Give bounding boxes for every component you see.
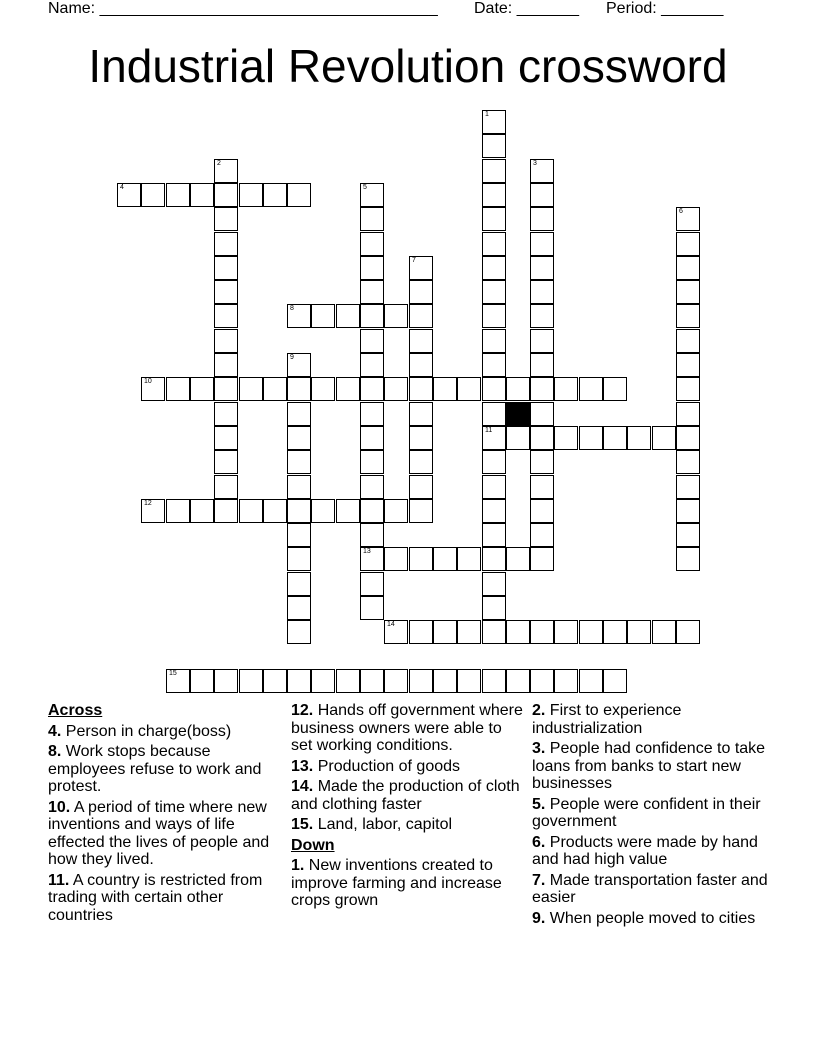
grid-cell[interactable] (190, 669, 214, 693)
down-clue: 7. Made transportation faster and easier (532, 871, 768, 906)
grid-cell[interactable] (239, 183, 263, 207)
grid-cell[interactable] (530, 353, 554, 377)
grid-cell[interactable] (287, 523, 311, 547)
grid-cell[interactable] (287, 499, 311, 523)
across-clue: 10. A period of time where new inventions and ways of life effected the lives of people and how they lived. (48, 798, 270, 868)
grid-cell[interactable] (676, 475, 700, 499)
grid-cell[interactable] (457, 669, 481, 693)
grid-cell[interactable] (530, 523, 554, 547)
grid-cell[interactable] (433, 547, 457, 571)
grid-cell[interactable] (482, 159, 506, 183)
grid-cell[interactable] (579, 426, 603, 450)
grid-cell[interactable] (676, 402, 700, 426)
grid-cell[interactable] (530, 183, 554, 207)
grid-cell[interactable] (482, 256, 506, 280)
grid-cell[interactable] (287, 402, 311, 426)
grid-cell[interactable] (360, 329, 384, 353)
grid-cell[interactable] (287, 304, 311, 328)
clue-column-1 (48, 702, 284, 927)
grid-cell[interactable] (530, 402, 554, 426)
grid-cell[interactable] (482, 547, 506, 571)
grid-cell[interactable] (190, 183, 214, 207)
grid-cell[interactable] (239, 499, 263, 523)
grid-cell[interactable] (482, 377, 506, 401)
grid-cell[interactable] (676, 499, 700, 523)
grid-cell[interactable] (239, 669, 263, 693)
clue-number: 12 (144, 500, 152, 507)
grid-cell[interactable] (530, 450, 554, 474)
grid-cell[interactable] (360, 475, 384, 499)
grid-cell[interactable] (554, 669, 578, 693)
grid-cell[interactable] (384, 669, 408, 693)
grid-cell[interactable] (409, 402, 433, 426)
grid-cell[interactable] (360, 499, 384, 523)
across-clue: 11. A country is restricted from trading with certain other countries (48, 871, 263, 924)
clue-number: 2 (217, 160, 221, 167)
grid-cell[interactable] (676, 353, 700, 377)
grid-cell[interactable] (506, 547, 530, 571)
grid-cell[interactable] (409, 304, 433, 328)
grid-cell[interactable] (214, 450, 238, 474)
grid-cell[interactable] (530, 475, 554, 499)
grid-cell[interactable] (336, 669, 360, 693)
grid-cell[interactable] (336, 304, 360, 328)
grid-cell[interactable] (506, 669, 530, 693)
grid-cell[interactable] (287, 620, 311, 644)
grid-cell[interactable] (360, 256, 384, 280)
grid-cell[interactable] (360, 523, 384, 547)
grid-cell[interactable] (166, 183, 190, 207)
grid-cell[interactable] (482, 572, 506, 596)
grid-cell[interactable] (603, 377, 627, 401)
grid-cell[interactable] (530, 499, 554, 523)
grid-cell[interactable] (360, 547, 384, 571)
grid-cell[interactable] (360, 207, 384, 231)
grid-cell[interactable] (457, 377, 481, 401)
grid-cell[interactable] (530, 280, 554, 304)
grid-cell[interactable] (141, 377, 165, 401)
grid-cell[interactable] (360, 596, 384, 620)
grid-cell[interactable] (311, 499, 335, 523)
grid-cell[interactable] (652, 426, 676, 450)
grid-cell[interactable] (409, 475, 433, 499)
across-clue: 14. Made the production of cloth and clothing faster (291, 778, 520, 813)
grid-cell[interactable] (530, 329, 554, 353)
grid-cell[interactable] (166, 377, 190, 401)
grid-cell[interactable] (214, 159, 238, 183)
grid-cell[interactable] (603, 669, 627, 693)
grid-cell[interactable] (311, 669, 335, 693)
grid-cell[interactable] (530, 377, 554, 401)
grid-cell[interactable] (287, 547, 311, 571)
grid-cell[interactable] (482, 353, 506, 377)
grid-cell[interactable] (676, 426, 700, 450)
grid-cell[interactable] (530, 620, 554, 644)
clue-number: 14 (387, 621, 395, 628)
grid-cell[interactable] (214, 499, 238, 523)
clue-number: 13 (363, 548, 371, 555)
across-clue: 4. Person in charge(boss) (48, 722, 232, 740)
grid-cell[interactable] (287, 377, 311, 401)
grid-cell[interactable] (214, 669, 238, 693)
grid-cell[interactable] (287, 353, 311, 377)
grid-cell[interactable] (384, 377, 408, 401)
grid-cell[interactable] (652, 620, 676, 644)
grid-cell[interactable] (554, 426, 578, 450)
grid-cell[interactable] (482, 134, 506, 158)
grid-cell[interactable] (603, 620, 627, 644)
grid-cell[interactable] (360, 402, 384, 426)
grid-cell[interactable] (360, 377, 384, 401)
grid-cell[interactable] (384, 620, 408, 644)
grid-cell[interactable] (627, 426, 651, 450)
grid-cell[interactable] (482, 426, 506, 450)
grid-cell[interactable] (360, 426, 384, 450)
grid-cell[interactable] (360, 183, 384, 207)
across-clue: 15. Land, labor, capitol (291, 816, 453, 833)
grid-cell[interactable] (433, 669, 457, 693)
grid-cell[interactable] (141, 499, 165, 523)
grid-cell[interactable] (482, 475, 506, 499)
grid-cell[interactable] (676, 232, 700, 256)
grid-cell[interactable] (482, 523, 506, 547)
grid-cell[interactable] (214, 256, 238, 280)
grid-cell[interactable] (263, 377, 287, 401)
clue-number: 11 (485, 427, 493, 434)
clue-number: 15 (169, 670, 177, 677)
grid-cell[interactable] (117, 183, 141, 207)
across-clue: 13. Production of goods (291, 757, 461, 775)
grid-cell[interactable] (360, 304, 384, 328)
clue-number: 10 (144, 378, 152, 385)
grid-cell[interactable] (676, 329, 700, 353)
grid-cell[interactable] (287, 475, 311, 499)
grid-cell[interactable] (360, 280, 384, 304)
down-clue: 2. First to experience industrialization (532, 702, 682, 737)
grid-cell[interactable] (214, 402, 238, 426)
grid-cell[interactable] (482, 596, 506, 620)
grid-cell[interactable] (384, 547, 408, 571)
grid-cell[interactable] (336, 499, 360, 523)
grid-cell[interactable] (287, 596, 311, 620)
across-clue: 12. Hands off government where business owners were able to set working conditions. (291, 702, 523, 754)
down-clue: 9. When people moved to cities (532, 909, 756, 927)
grid-cell[interactable] (409, 450, 433, 474)
clue-number: 8 (290, 305, 294, 312)
down-clue: 5. People were confident in their government (532, 795, 761, 830)
grid-cell[interactable] (579, 620, 603, 644)
grid-cell[interactable] (409, 499, 433, 523)
grid-cell[interactable] (433, 620, 457, 644)
grid-cell[interactable] (214, 377, 238, 401)
grid-cell[interactable] (554, 377, 578, 401)
down-clue: 3. People had confidence to take loans from banks to start new businesses (532, 740, 766, 792)
date-field: Date: _______ (474, 0, 579, 17)
clue-number: 6 (679, 208, 683, 215)
grid-cell[interactable] (166, 499, 190, 523)
grid-cell[interactable] (214, 232, 238, 256)
clue-number: 7 (412, 257, 416, 264)
grid-cell[interactable] (287, 426, 311, 450)
grid-cell[interactable] (214, 207, 238, 231)
grid-cell[interactable] (287, 183, 311, 207)
down-clue: 1. New inventions created to improve farming and increase crops grown (291, 857, 502, 909)
grid-cell[interactable] (482, 402, 506, 426)
grid-cell[interactable] (409, 256, 433, 280)
grid-cell[interactable] (530, 232, 554, 256)
clue-column-2 (291, 702, 527, 913)
grid-cell[interactable] (530, 547, 554, 571)
grid-cell[interactable] (676, 256, 700, 280)
grid-cell[interactable] (214, 426, 238, 450)
grid-cell[interactable] (530, 159, 554, 183)
grid-cell[interactable] (166, 669, 190, 693)
grid-cell[interactable] (676, 377, 700, 401)
grid-cell[interactable] (482, 304, 506, 328)
grid-cell[interactable] (287, 572, 311, 596)
grid-cell[interactable] (360, 572, 384, 596)
grid-cell[interactable] (263, 499, 287, 523)
grid-cell[interactable] (409, 280, 433, 304)
grid-cell[interactable] (457, 547, 481, 571)
grid-cell[interactable] (482, 669, 506, 693)
grid-cell[interactable] (311, 377, 335, 401)
grid-cell[interactable] (409, 669, 433, 693)
grid-cell[interactable] (263, 669, 287, 693)
grid-cell[interactable] (263, 183, 287, 207)
grid-cell[interactable] (214, 329, 238, 353)
grid-cell[interactable] (384, 499, 408, 523)
across-clue: 8. Work stops because employees refuse to work and protest. (48, 743, 262, 795)
grid-cell[interactable] (190, 499, 214, 523)
grid-cell[interactable] (214, 280, 238, 304)
grid-cell[interactable] (409, 329, 433, 353)
down-heading: Down (291, 836, 335, 854)
grid-cell[interactable] (676, 547, 700, 571)
grid-cell[interactable] (506, 426, 530, 450)
grid-cell[interactable] (506, 620, 530, 644)
grid-cell[interactable] (360, 669, 384, 693)
grid-cell[interactable] (482, 499, 506, 523)
grid-cell[interactable] (482, 620, 506, 644)
grid-cell[interactable] (360, 232, 384, 256)
grid-cell[interactable] (530, 304, 554, 328)
grid-cell[interactable] (579, 669, 603, 693)
clue-column-3 (532, 702, 768, 930)
clue-number: 1 (485, 111, 489, 118)
grid-cell[interactable] (409, 353, 433, 377)
grid-cell[interactable] (287, 669, 311, 693)
grid-cell[interactable] (239, 377, 263, 401)
grid-cell[interactable] (214, 475, 238, 499)
grid-cell[interactable] (482, 329, 506, 353)
grid-cell[interactable] (676, 523, 700, 547)
grid-cell[interactable] (409, 547, 433, 571)
clue-number: 9 (290, 354, 294, 361)
grid-cell[interactable] (676, 280, 700, 304)
grid-cell[interactable] (506, 377, 530, 401)
grid-cell[interactable] (482, 280, 506, 304)
grid-cell[interactable] (214, 183, 238, 207)
grid-cell[interactable] (433, 377, 457, 401)
grid-cell[interactable] (287, 450, 311, 474)
grid-cell[interactable] (360, 450, 384, 474)
grid-cell[interactable] (336, 377, 360, 401)
grid-cell[interactable] (530, 426, 554, 450)
shaded-cell (506, 402, 530, 426)
grid-cell[interactable] (190, 377, 214, 401)
down-clue: 6. Products were made by hand and had high value (532, 833, 758, 868)
name-field: Name: ______________________________________ (48, 0, 438, 17)
clue-number: 4 (120, 184, 124, 191)
clue-number: 3 (533, 160, 537, 167)
grid-cell[interactable] (482, 207, 506, 231)
grid-cell[interactable] (457, 620, 481, 644)
grid-cell[interactable] (141, 183, 165, 207)
period-field: Period: _______ (606, 0, 724, 17)
grid-cell[interactable] (214, 304, 238, 328)
grid-cell[interactable] (482, 183, 506, 207)
grid-cell[interactable] (676, 207, 700, 231)
grid-cell[interactable] (409, 377, 433, 401)
grid-cell[interactable] (384, 304, 408, 328)
grid-cell[interactable] (530, 256, 554, 280)
grid-cell[interactable] (627, 620, 651, 644)
grid-cell[interactable] (360, 353, 384, 377)
grid-cell[interactable] (409, 620, 433, 644)
grid-cell[interactable] (482, 450, 506, 474)
grid-cell[interactable] (482, 110, 506, 134)
grid-cell[interactable] (579, 377, 603, 401)
grid-cell[interactable] (530, 207, 554, 231)
page-title: Industrial Revolution crossword (88, 40, 728, 92)
grid-cell[interactable] (409, 426, 433, 450)
grid-cell[interactable] (311, 304, 335, 328)
across-heading: Across (48, 702, 103, 719)
clue-number: 5 (363, 184, 367, 191)
grid-cell[interactable] (214, 353, 238, 377)
grid-cell[interactable] (530, 669, 554, 693)
grid-cell[interactable] (482, 232, 506, 256)
grid-cell[interactable] (554, 620, 578, 644)
grid-cell[interactable] (676, 450, 700, 474)
grid-cell[interactable] (676, 304, 700, 328)
grid-cell[interactable] (603, 426, 627, 450)
grid-cell[interactable] (676, 620, 700, 644)
